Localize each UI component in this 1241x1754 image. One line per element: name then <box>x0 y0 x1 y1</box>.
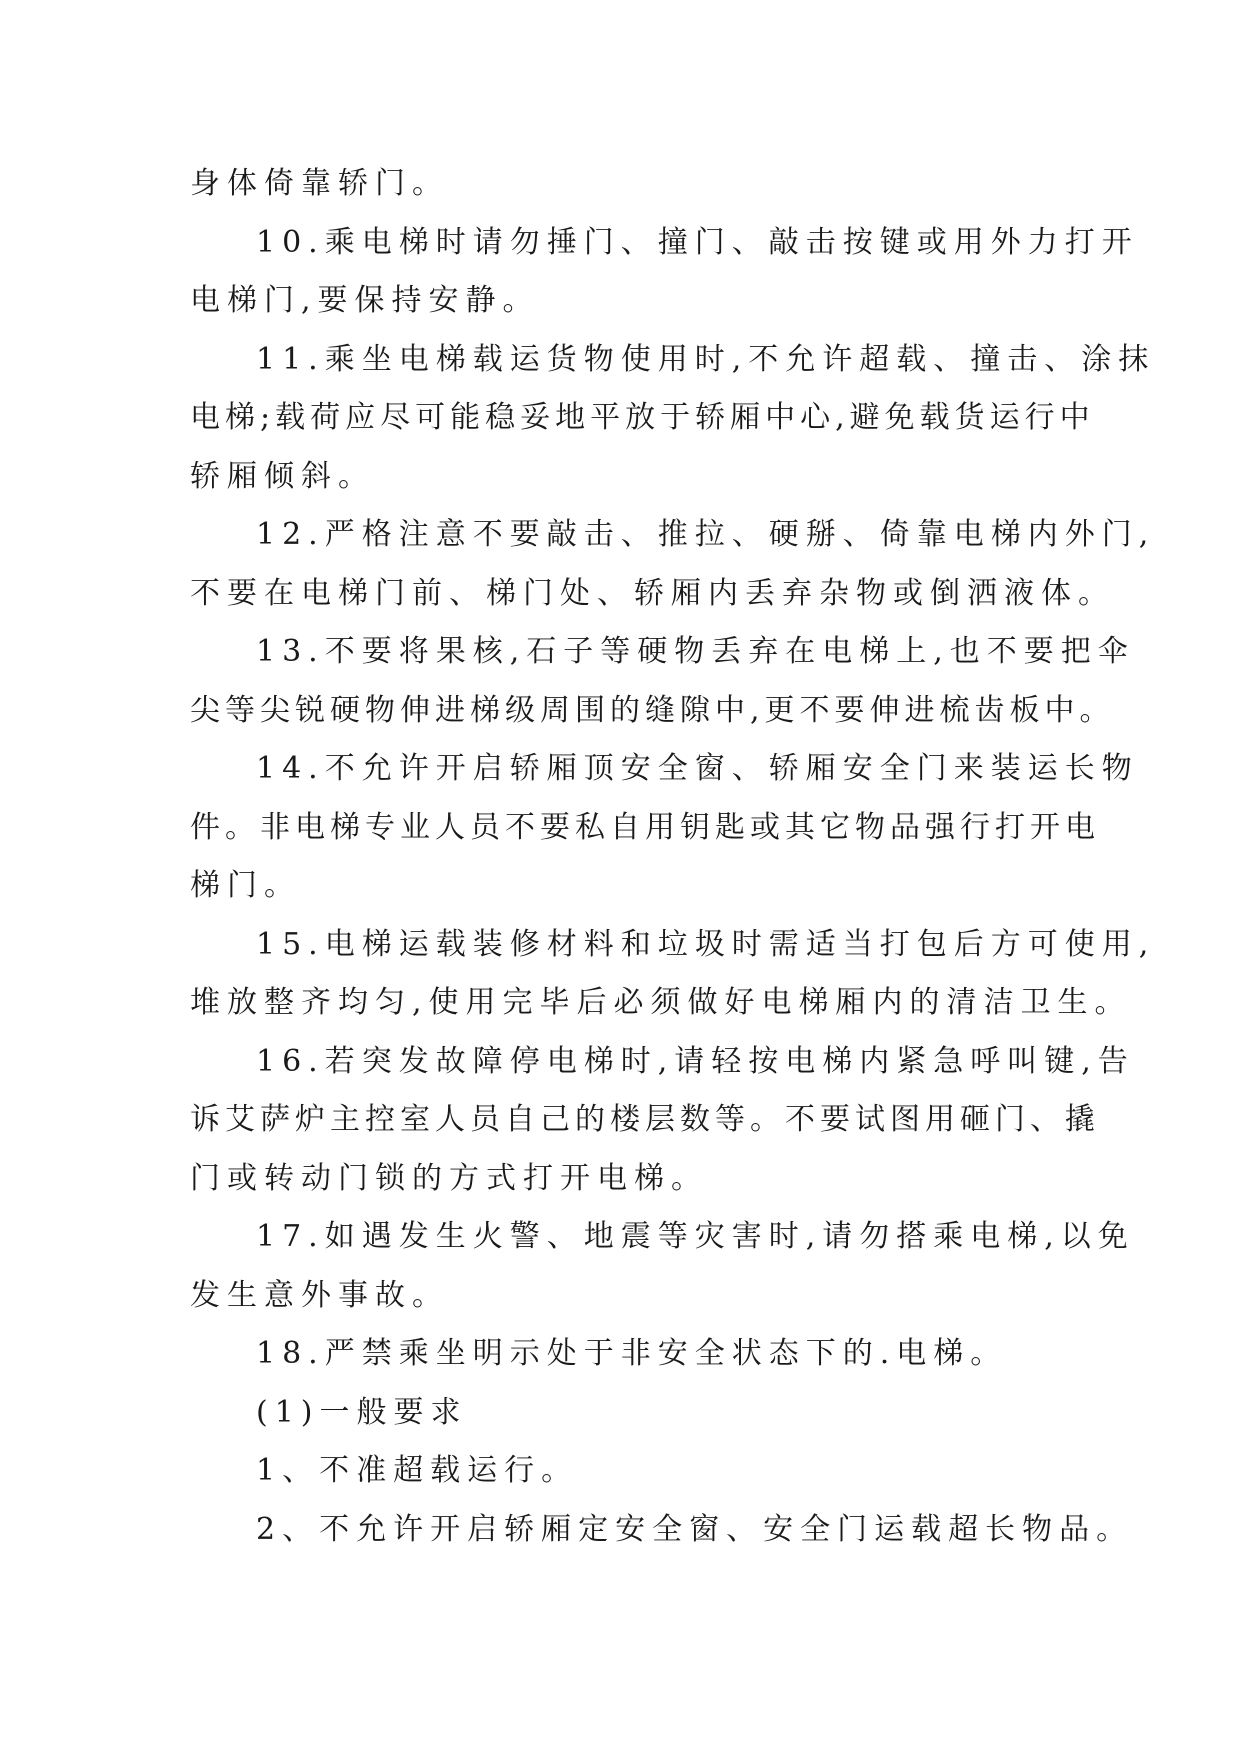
text-line: 件。非电梯专业人员不要私自用钥匙或其它物品强行打开电 <box>190 809 1100 845</box>
text-line: 12.严格注意不要敲击、推拉、硬掰、倚靠电梯内外门, <box>256 517 1156 552</box>
text-line: 不要在电梯门前、梯门处、轿厢内丢弃杂物或倒洒液体。 <box>190 575 1115 611</box>
text-line: 诉艾萨炉主控室人员自己的楼层数等。不要试图用砸门、撬 <box>190 1102 1100 1137</box>
text-line: 门或转动门锁的方式打开电梯。 <box>190 1160 708 1196</box>
text-line: 1、不准超载运行。 <box>256 1453 579 1488</box>
text-line: 堆放整齐均匀,使用完毕后必须做好电梯厢内的清洁卫生。 <box>190 985 1132 1020</box>
text-line: 18.严禁乘坐明示处于非安全状态下的.电梯。 <box>256 1336 1008 1371</box>
text-line: 梯门。 <box>190 868 301 903</box>
text-line: 13.不要将果核,石子等硬物丢弃在电梯上,也不要把伞 <box>256 634 1135 669</box>
text-line: 2、不允许开启轿厢定安全窗、安全门运载超长物品。 <box>256 1511 1134 1547</box>
text-line: (1)一般要求 <box>256 1394 468 1430</box>
text-line: 电梯门,要保持安静。 <box>190 283 540 318</box>
text-line: 17.如遇发生火警、地震等灾害时,请勿搭乘电梯,以免 <box>256 1219 1135 1254</box>
text-line: 尖等尖锐硬物伸进梯级周围的缝隙中,更不要伸进梳齿板中。 <box>190 692 1115 728</box>
text-line: 身体倚靠轿门。 <box>190 166 449 201</box>
text-line: 14.不允许开启轿厢顶安全窗、轿厢安全门来装运长物 <box>256 751 1139 786</box>
document-body <box>190 155 1156 1559</box>
text-line: 轿厢倾斜。 <box>190 458 375 494</box>
text-line: 11.乘坐电梯载运货物使用时,不允许超载、撞击、涂抹 <box>256 341 1156 377</box>
text-line: 15.电梯运载装修材料和垃圾时需适当打包后方可使用, <box>256 926 1156 962</box>
text-line: 16.若突发故障停电梯时,请轻按电梯内紧急呼叫键,告 <box>256 1043 1135 1079</box>
text-line: 10.乘电梯时请勿捶门、撞门、敲击按键或用外力打开 <box>256 224 1139 260</box>
text-line: 发生意外事故。 <box>190 1277 449 1313</box>
text-line: 电梯;载荷应尽可能稳妥地平放于轿厢中心,避免载货运行中 <box>190 400 1095 435</box>
